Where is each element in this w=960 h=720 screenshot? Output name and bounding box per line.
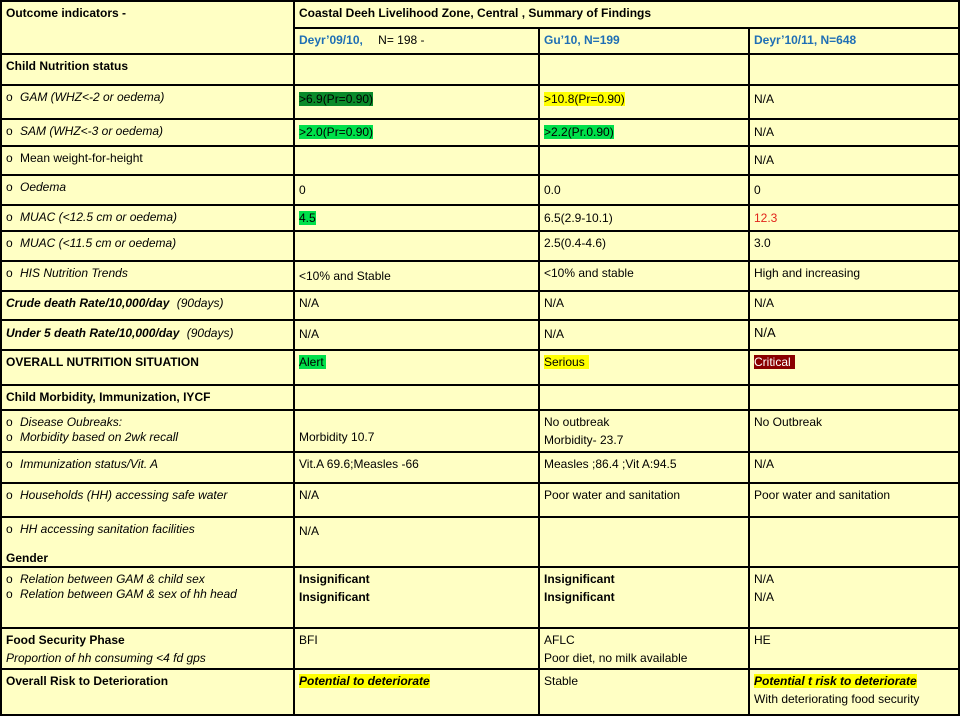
empty-cell [540, 147, 748, 174]
muac115-col2: 2.5(0.4-4.6) [540, 232, 748, 260]
overall-risk-col1-value: Potential to deteriorate [299, 674, 430, 688]
disease-col1: Morbidity 10.7 [295, 411, 538, 451]
immunization-col2: Measles ;86.4 ;Vit A:94.5 [540, 453, 748, 482]
sam-col2 [540, 120, 748, 145]
row-label-disease: o Disease Oubreaks: o Morbidity based on 2wk recall [2, 411, 293, 451]
overall-risk-col1 [295, 670, 538, 714]
food-security-col1: BFI [295, 629, 538, 668]
row-label-u5dr: Under 5 death Rate/10,000/day (90days) [2, 321, 293, 349]
row-label-cdr: Crude death Rate/10,000/day (90days) [2, 292, 293, 319]
immunization-col3: N/A [750, 453, 958, 482]
overall-nutrition-col3-value: Critical [754, 355, 795, 369]
sanitation-col1: N/A [295, 518, 538, 566]
food-security-col3: HE [750, 629, 958, 668]
row-label-sanitation: o HH accessing sanitation facilities Gender [2, 518, 293, 566]
empty-cell [295, 55, 538, 84]
empty-cell [750, 518, 958, 566]
immunization-col1: Vit.A 69.6;Measles -66 [295, 453, 538, 482]
bullet-icon: o [6, 180, 13, 194]
header-indicator-label: Outcome indicators - [2, 2, 293, 53]
gam-col3: N/A [750, 86, 958, 118]
bullet-icon: o [6, 236, 13, 250]
food-groups-label: Proportion of hh consuming <4 fd gps [6, 651, 206, 665]
oedema-col2: 0.0 [540, 176, 748, 204]
header-title: Coastal Deeh Livelihood Zone, Central , Summary of Findings [295, 2, 958, 27]
row-label-food-security [2, 629, 293, 668]
gam-col1 [295, 86, 538, 118]
his-col1: <10% and Stable [295, 262, 538, 290]
u5dr-col2: N/A [540, 321, 748, 349]
bullet-icon: o [6, 151, 13, 165]
overall-nutrition-col2-value: Serious [544, 355, 589, 369]
empty-cell [295, 386, 538, 409]
bullet-icon: o [6, 210, 13, 224]
cdr-col2: N/A [540, 292, 748, 319]
u5dr-col1: N/A [295, 321, 538, 349]
u5dr-col3: N/A [750, 321, 958, 349]
gender-rel-col2 [540, 568, 748, 627]
gender-rel-col1-b: Insignificant [299, 590, 370, 604]
overall-risk-col3-value: Potential t risk to deteriorate [754, 674, 917, 688]
gender-rel-col2-b: Insignificant [544, 590, 615, 604]
row-label-gam: o GAM (WHZ<-2 or oedema) [2, 86, 293, 118]
row-label-oedema: o Oedema [2, 176, 293, 204]
disease-col2-morbidity: Morbidity- 23.7 [544, 433, 624, 447]
row-label-overall-risk: Overall Risk to Deterioration [2, 670, 293, 714]
overall-risk-col3-note: With deteriorating food security [754, 692, 920, 706]
gam-col2 [540, 86, 748, 118]
sam-col1 [295, 120, 538, 145]
gender-rel-col1 [295, 568, 538, 627]
row-label-his: o HIS Nutrition Trends [2, 262, 293, 290]
row-label-gender-rel: o Relation between GAM & child sex o Relation between GAM & sex of hh head [2, 568, 293, 627]
water-col3: Poor water and sanitation [750, 484, 958, 516]
oedema-col3: 0 [750, 176, 958, 204]
empty-cell [295, 147, 538, 174]
oedema-col1: 0 [295, 176, 538, 204]
row-label-mean-wfh: o Mean weight-for-height [2, 147, 293, 174]
gender-rel-col1-a: Insignificant [299, 572, 370, 586]
overall-nutrition-col1 [295, 351, 538, 384]
disease-col3: No Outbreak [750, 411, 958, 451]
food-security-col2 [540, 629, 748, 668]
row-label-muac125: o MUAC (<12.5 cm or oedema) [2, 206, 293, 230]
gam-col1-value: >6.9(Pr=0.90) [299, 92, 374, 106]
empty-cell [750, 386, 958, 409]
his-col2: <10% and stable [540, 262, 748, 290]
bullet-icon: o [6, 522, 13, 536]
bullet-icon: o [6, 415, 13, 429]
section-gender: Gender [6, 551, 49, 565]
cdr-col3: N/A [750, 292, 958, 319]
u5dr-label-suffix: (90days) [186, 326, 234, 340]
water-col2: Poor water and sanitation [540, 484, 748, 516]
food-security-col2-diet: Poor diet, no milk available [544, 651, 688, 665]
header-col1 [295, 29, 538, 53]
gender-rel-col3 [750, 568, 958, 627]
muac125-col1-value: 4.5 [299, 211, 316, 225]
food-security-col2-phase: AFLC [544, 633, 575, 647]
sam-col3: N/A [750, 120, 958, 145]
row-label-immunization: o Immunization status/Vit. A [2, 453, 293, 482]
cdr-label-suffix: (90days) [176, 296, 224, 310]
sam-col1-value: >2.0(Pr=0.90) [299, 125, 374, 139]
bullet-icon: o [6, 587, 13, 601]
sam-col2-value: >2.2(Pr.0.90) [544, 125, 614, 139]
header-col3: Deyr’10/11, N=648 [750, 29, 958, 53]
gam-col2-value: >10.8(Pr=0.90) [544, 92, 625, 106]
muac115-col3: 3.0 [750, 232, 958, 260]
header-col1-n: N= 198 - [378, 33, 425, 47]
empty-cell [295, 232, 538, 260]
bullet-icon: o [6, 124, 13, 138]
section-child-nutrition: Child Nutrition status [2, 55, 293, 84]
empty-cell [540, 386, 748, 409]
overall-nutrition-col3 [750, 351, 958, 384]
bullet-icon: o [6, 90, 13, 104]
row-label-overall-nutrition: OVERALL NUTRITION SITUATION [2, 351, 293, 384]
empty-cell [750, 55, 958, 84]
bullet-icon: o [6, 457, 13, 471]
section-morbidity: Child Morbidity, Immunization, IYCF [2, 386, 293, 409]
water-col1: N/A [295, 484, 538, 516]
mean-wfh-col3: N/A [750, 147, 958, 174]
row-label-sam: o SAM (WHZ<-3 or oedema) [2, 120, 293, 145]
disease-col2-outbreak: No outbreak [544, 415, 610, 429]
gender-rel-col3-b: N/A [754, 590, 775, 604]
overall-nutrition-col2 [540, 351, 748, 384]
his-col3: High and increasing [750, 262, 958, 290]
overall-risk-col3 [750, 670, 958, 714]
header-col1-label: Deyr’09/10, [299, 33, 363, 47]
overall-risk-col2: Stable [540, 670, 748, 714]
empty-cell [540, 518, 748, 566]
food-security-label: Food Security Phase [6, 633, 125, 647]
empty-cell [540, 55, 748, 84]
bullet-icon: o [6, 430, 13, 444]
muac125-col1 [295, 206, 538, 230]
row-label-muac115: o MUAC (<11.5 cm or oedema) [2, 232, 293, 260]
disease-col2 [540, 411, 748, 451]
overall-nutrition-col1-value: Alert [299, 355, 324, 369]
row-label-water: o Households (HH) accessing safe water [2, 484, 293, 516]
bullet-icon: o [6, 488, 13, 502]
bullet-icon: o [6, 572, 13, 586]
muac125-col2: 6.5(2.9-10.1) [540, 206, 748, 230]
bullet-icon: o [6, 266, 13, 280]
gender-rel-col3-a: N/A [754, 572, 775, 586]
cdr-col1: N/A [295, 292, 538, 319]
header-col2: Gu’10, N=199 [540, 29, 748, 53]
gender-rel-col2-a: Insignificant [544, 572, 615, 586]
muac125-col3: 12.3 [750, 206, 958, 230]
